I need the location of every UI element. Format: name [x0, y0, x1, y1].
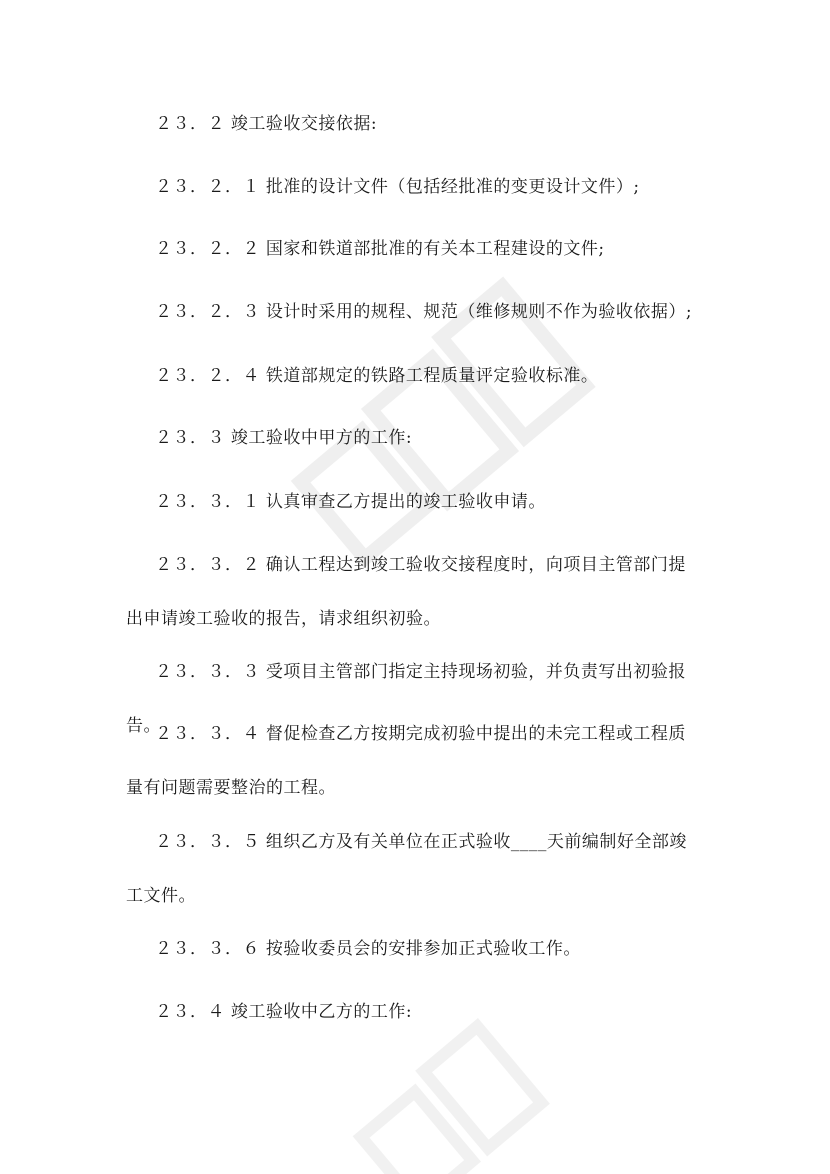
clause-23-2-2: ２３．２．２ 国家和铁道部批准的有关本工程建设的文件; — [155, 239, 605, 259]
clause-23-3-6: ２３．３．６ 按验收委员会的安排参加正式验收工作。 — [155, 939, 581, 959]
clause-23-2-4: ２３．２．４ 铁道部规定的铁路工程质量评定验收标准。 — [155, 366, 599, 386]
section-heading-23-2: ２３．２ 竣工验收交接依据: — [155, 114, 378, 134]
clause-23-3-3: ２３．３．３ 受项目主管部门指定主持现场初验，并负责写出初验报告。 — [126, 662, 686, 736]
section-heading-23-3: ２３．３ 竣工验收中甲方的工作: — [155, 428, 413, 448]
watermark-bottom-glyph-2 — [424, 1026, 542, 1148]
section-heading-23-4: ２３．４ 竣工验收中乙方的工作: — [155, 1002, 413, 1022]
watermark-bottom-glyph-1 — [361, 1092, 472, 1174]
clause-23-3-5: ２３．３．５ 组织乙方及有关单位在正式验收____天前编制好全部竣工文件。 — [126, 832, 687, 906]
clause-23-2-1: ２３．２．１ 批准的设计文件（包括经批准的变更设计文件）; — [155, 177, 640, 197]
clause-23-3-2: ２３．３．２ 确认工程达到竣工验收交接程度时，向项目主管部门提出申请竣工验收的报告，请求组织初验。 — [126, 555, 686, 629]
clause-23-3-4: ２３．３．４ 督促检查乙方按期完成初验中提出的未完工程或工程质量有问题需要整治的工程。 — [126, 724, 686, 798]
clause-23-2-3: ２３．２．３ 设计时采用的规程、规范（维修规则不作为验收依据）; — [155, 302, 693, 322]
clause-23-3-1: ２３．３．１ 认真审查乙方提出的竣工验收申请。 — [155, 492, 546, 512]
